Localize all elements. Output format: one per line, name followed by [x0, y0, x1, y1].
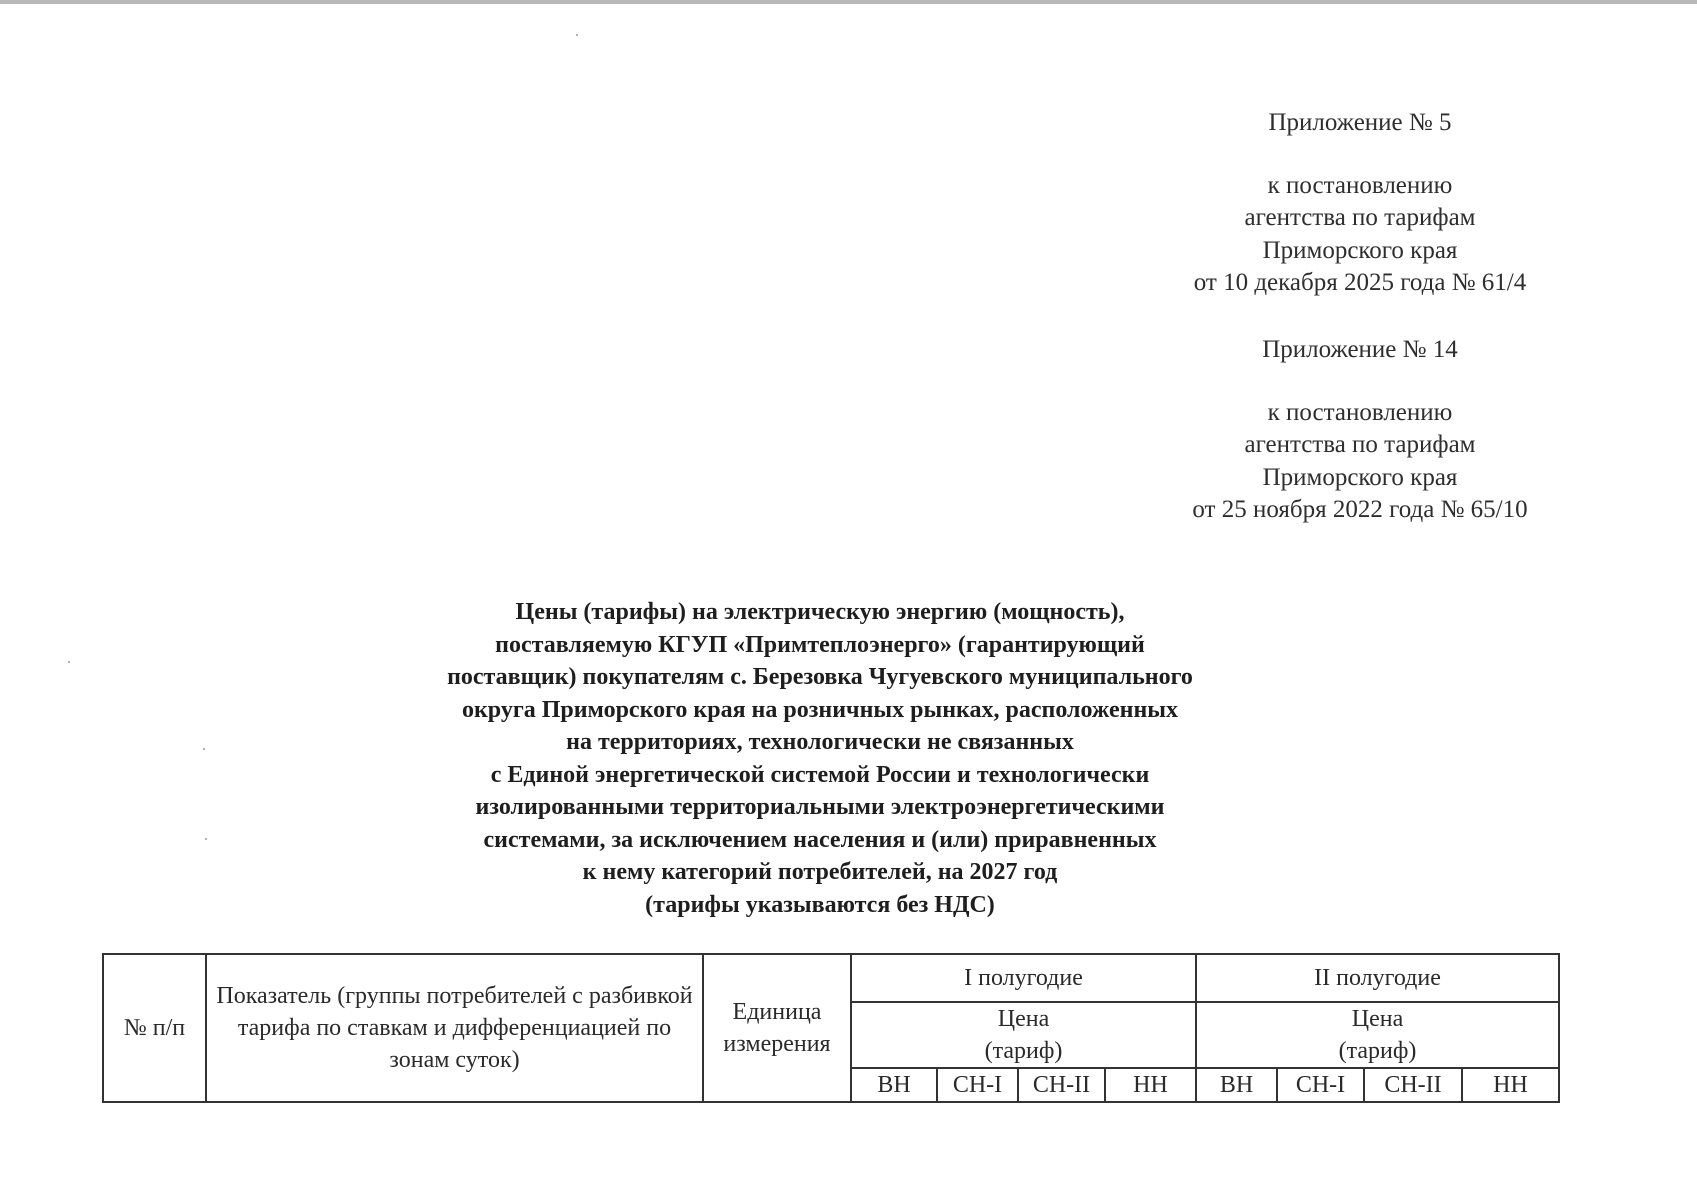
scan-speck [205, 838, 207, 840]
title-line: Цены (тарифы) на электрическую энергию (мощность), [515, 599, 1125, 625]
column-header-indicator: Показатель (группы потребителей с разбивкой тарифа по ставкам и дифференциацией по зонам суток) [206, 954, 703, 1102]
price-tariff-header-second-half [1196, 1002, 1559, 1068]
scan-top-edge [0, 0, 1697, 4]
voltage-header-sn2: СН-II [1018, 1068, 1105, 1102]
column-header-unit: Единица измерения [703, 954, 851, 1102]
column-header-first-half: I полугодие [851, 954, 1196, 1002]
title-line: (тарифы указываются без НДС) [645, 891, 995, 918]
column-header-number: № п/п [103, 954, 206, 1102]
appendix-current-line: Приморского края [1262, 236, 1458, 264]
appendix-original-title: Приложение № 14 [1262, 336, 1458, 363]
title-line: к нему категорий потребителей, на 2027 год [582, 859, 1058, 885]
voltage-header-sn1: СН-I [1277, 1068, 1364, 1102]
scan-speck [203, 748, 205, 750]
tariff-table [102, 953, 1560, 1103]
appendix-current-title: Приложение № 5 [1268, 109, 1452, 136]
scan-speck [68, 661, 70, 663]
price-label: Цена [1351, 1006, 1404, 1032]
document-title [360, 596, 1280, 921]
appendix-original-line: к постановлению [1267, 398, 1453, 426]
voltage-header-vn: ВН [851, 1068, 937, 1102]
appendix-original-line: агентства по тарифам [1244, 431, 1476, 458]
tariff-label: (тариф) [1338, 1038, 1417, 1064]
title-line: изолированными территориальными электроэнергетическими [475, 794, 1165, 820]
voltage-header-sn1: СН-I [937, 1068, 1018, 1102]
price-label: Цена [997, 1006, 1050, 1032]
voltage-header-nn: НН [1462, 1068, 1559, 1102]
title-line: поставщик) покупателям с. Березовка Чугуевского муниципального [447, 664, 1193, 690]
price-tariff-header-first-half [851, 1002, 1196, 1068]
appendix-original-block [1150, 334, 1570, 527]
appendix-current-line: агентства по тарифам [1244, 204, 1476, 231]
appendix-current-block [1150, 107, 1570, 300]
title-line: с Единой энергетической системой России и технологически [490, 761, 1150, 788]
title-line: округа Приморского края на розничных рынках, расположенных [461, 696, 1179, 723]
voltage-header-vn: ВН [1196, 1068, 1277, 1102]
appendix-original-date: от 25 ноября 2022 года № 65/10 [1192, 496, 1528, 523]
voltage-header-nn: НН [1105, 1068, 1196, 1102]
title-line: системами, за исключением населения и (или) приравненных [483, 826, 1157, 853]
appendix-original-line: Приморского края [1262, 463, 1458, 491]
column-header-second-half: II полугодие [1196, 954, 1559, 1002]
title-line: поставляемую КГУП «Примтеплоэнерго» (гарантирующий [495, 631, 1145, 658]
appendix-current-line: к постановлению [1267, 171, 1453, 199]
voltage-header-sn2: СН-II [1364, 1068, 1462, 1102]
tariff-label: (тариф) [984, 1038, 1063, 1064]
scan-speck [576, 34, 578, 36]
title-line: на территориях, технологически не связанных [566, 729, 1074, 755]
appendix-current-date: от 10 декабря 2025 года № 61/4 [1193, 269, 1527, 296]
